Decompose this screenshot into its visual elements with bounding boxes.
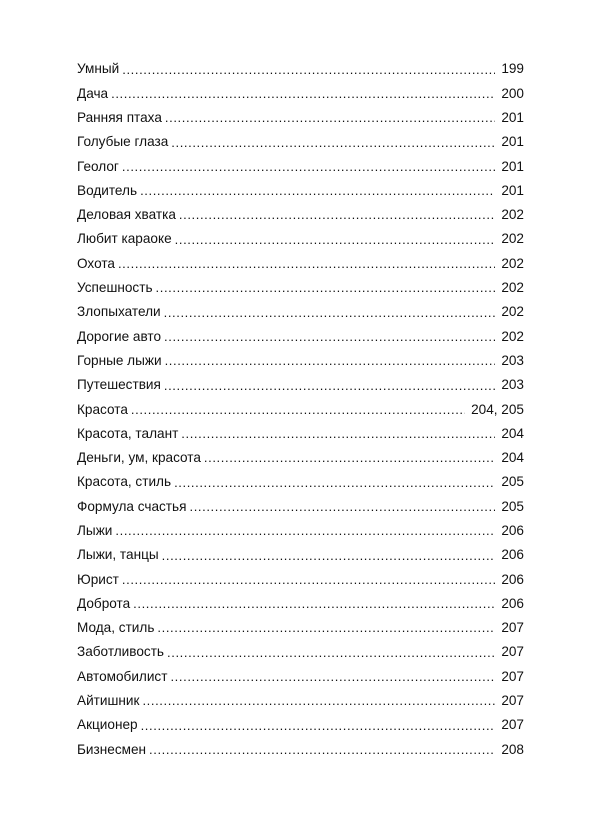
toc-entry[interactable] [77, 689, 524, 713]
dot-leader [181, 427, 495, 440]
dot-leader [162, 549, 496, 562]
toc-entry-page-number: 207 [501, 644, 524, 660]
toc-entry-title: Охота [77, 255, 115, 271]
dot-leader [122, 160, 495, 173]
dot-leader [164, 379, 495, 392]
dot-leader [149, 743, 495, 756]
toc-entry-page-number: 201 [501, 158, 524, 174]
toc-entry-title: Лыжи [77, 522, 113, 538]
toc-entry[interactable] [77, 592, 524, 616]
toc-entry-page-number: 206 [501, 547, 524, 563]
dot-leader [141, 719, 496, 732]
toc-entry-title: Красота, талант [77, 425, 179, 441]
toc-entry-page-number: 204, 205 [471, 401, 524, 417]
toc-entry[interactable] [77, 154, 524, 178]
toc-entry[interactable] [77, 446, 524, 470]
toc-entry[interactable] [77, 519, 524, 543]
dot-leader [167, 646, 495, 659]
toc-entry-page-number: 207 [501, 717, 524, 733]
dot-leader [174, 476, 495, 489]
toc-entry-title: Любит караоке [77, 231, 172, 247]
toc-entry[interactable] [77, 130, 524, 154]
toc-entry-page-number: 202 [501, 231, 524, 247]
toc-entry[interactable] [77, 567, 524, 591]
toc-entry-title: Водитель [77, 182, 138, 198]
dot-leader [164, 330, 495, 343]
toc-entry[interactable] [77, 713, 524, 737]
dot-leader [122, 63, 495, 76]
toc-entry-title: Лыжи, танцы [77, 547, 159, 563]
dot-leader [171, 136, 495, 149]
toc-entry-title: Мода, стиль [77, 620, 155, 636]
toc-entry[interactable] [77, 106, 524, 130]
toc-entry-title: Красота [77, 401, 128, 417]
toc-entry-title: Горные лыжи [77, 352, 162, 368]
dot-leader [156, 281, 496, 294]
toc-entry-title: Деловая хватка [77, 207, 176, 223]
toc-entry[interactable] [77, 324, 524, 348]
toc-entry[interactable] [77, 349, 524, 373]
toc-entry-page-number: 199 [501, 61, 524, 77]
toc-entry-title: Путешествия [77, 377, 161, 393]
toc-entry-title: Акционер [77, 717, 138, 733]
toc-entry-title: Формула счастья [77, 498, 187, 514]
dot-leader [115, 524, 495, 537]
toc-entry[interactable] [77, 737, 524, 761]
toc-entry[interactable] [77, 276, 524, 300]
toc-entry-title: Автомобилист [77, 668, 168, 684]
toc-entry-title: Дача [77, 85, 109, 101]
dot-leader [142, 694, 495, 707]
toc-entry[interactable] [77, 227, 524, 251]
toc-entry[interactable] [77, 664, 524, 688]
toc-entry-title: Ранняя птаха [77, 109, 162, 125]
toc-entry-page-number: 205 [501, 474, 524, 490]
toc-entry-title: Деньги, ум, красота [77, 450, 201, 466]
toc-entry-title: Геолог [77, 158, 119, 174]
toc-entry[interactable] [77, 397, 524, 421]
toc-entry-title: Голубые глаза [77, 134, 169, 150]
dot-leader [175, 233, 496, 246]
toc-entry-page-number: 206 [501, 571, 524, 587]
toc-entry-page-number: 200 [501, 85, 524, 101]
toc-entry-title: Дорогие авто [77, 328, 162, 344]
dot-leader [165, 111, 495, 124]
toc-entry-page-number: 202 [501, 304, 524, 320]
toc-entry-page-number: 202 [501, 328, 524, 344]
toc-entry-page-number: 204 [501, 425, 524, 441]
toc-entry-title: Доброта [77, 595, 131, 611]
toc-entry[interactable] [77, 178, 524, 202]
toc-entry-page-number: 203 [501, 352, 524, 368]
toc-entry-page-number: 201 [501, 182, 524, 198]
toc-entry-page-number: 202 [501, 255, 524, 271]
toc-entry-title: Юрист [77, 571, 119, 587]
toc-entry-page-number: 204 [501, 450, 524, 466]
dot-leader [131, 403, 465, 416]
toc-entry[interactable] [77, 81, 524, 105]
toc-entry[interactable] [77, 300, 524, 324]
dot-leader [204, 451, 495, 464]
toc-entry-title: Заботливость [77, 644, 165, 660]
toc-entry[interactable] [77, 640, 524, 664]
toc-entry-title: Злопыхатели [77, 304, 161, 320]
toc-entry[interactable] [77, 373, 524, 397]
toc-entry[interactable] [77, 57, 524, 81]
dot-leader [111, 87, 495, 100]
table-of-contents [77, 57, 524, 762]
toc-entry-page-number: 201 [501, 109, 524, 125]
toc-entry-page-number: 202 [501, 207, 524, 223]
dot-leader [170, 670, 495, 683]
toc-entry[interactable] [77, 251, 524, 275]
dot-leader [122, 573, 495, 586]
dot-leader [165, 354, 496, 367]
toc-entry[interactable] [77, 543, 524, 567]
toc-entry-title: Айтишник [77, 693, 140, 709]
toc-entry-page-number: 202 [501, 280, 524, 296]
dot-leader [189, 500, 495, 513]
dot-leader [179, 208, 495, 221]
dot-leader [133, 597, 495, 610]
toc-entry-title: Успешность [77, 280, 153, 296]
toc-entry-title: Умный [77, 61, 120, 77]
toc-entry[interactable] [77, 470, 524, 494]
dot-leader [140, 184, 495, 197]
toc-entry[interactable] [77, 421, 524, 445]
toc-entry[interactable] [77, 494, 524, 518]
toc-entry[interactable] [77, 203, 524, 227]
toc-entry-page-number: 208 [501, 741, 524, 757]
toc-entry[interactable] [77, 616, 524, 640]
toc-entry-page-number: 207 [501, 693, 524, 709]
toc-entry-title: Красота, стиль [77, 474, 172, 490]
dot-leader [118, 257, 495, 270]
dot-leader [157, 621, 495, 634]
toc-entry-page-number: 207 [501, 668, 524, 684]
toc-entry-page-number: 206 [501, 522, 524, 538]
toc-entry-page-number: 206 [501, 595, 524, 611]
toc-entry-page-number: 203 [501, 377, 524, 393]
toc-entry-page-number: 207 [501, 620, 524, 636]
toc-entry-page-number: 201 [501, 134, 524, 150]
toc-entry-title: Бизнесмен [77, 741, 147, 757]
dot-leader [164, 306, 496, 319]
toc-entry-page-number: 205 [501, 498, 524, 514]
